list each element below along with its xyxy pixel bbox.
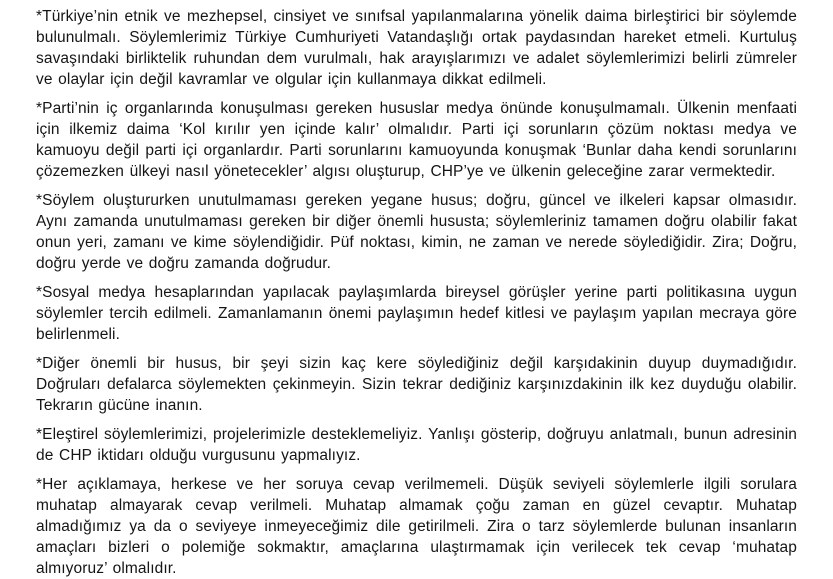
paragraph-discourse-principles: *Söylem oluştururken unutulmaması gereken yegane husus; doğru, güncel ve ilkeleri kapsar olmasıdır. Aynı zamanda unutulmaması gereken bir diğer önemli hususta; söylemleriniz tamamen doğru olabilir fakat onun yeri, zamanı ve kime söylendiğidir. Püf noktası, kimin, ne zaman ve nerede söylediğidir. Zira; Doğru, doğru yerde ve doğru zamanda doğrudur. <box>36 192 797 272</box>
paragraph-social-media: *Sosyal medya hesaplarından yapılacak paylaşımlarda bireysel görüşler yerine parti politikasına uygun söylemler tercih edilmeli. Zamanlamanın önemi paylaşımın hedef kitlesi ve paylaşım yapılan mecraya göre belirlenmeli. <box>36 284 797 343</box>
paragraph-not-responding: *Her açıklamaya, herkese ve her soruya cevap verilmemeli. Düşük seviyeli söylemlerle ilgili sorulara muhatap almayarak cevap verilmeli. Muhatap almamak çoğu zaman en güzel cevaptır. Muhatap almadığımız ya da o seviyeye inmeyeceğimiz dile getirilmeli. Zira o tarz söylemlerde bulunan insanların amaçları bizleri o polemiğe sokmaktır, amaçlarına ulaştırmamak için verilecek tek cevap ‘muhatap almıyoruz’ olmalıdır. <box>36 476 797 577</box>
paragraph-unifying-discourse: *Türkiye’nin etnik ve mezhepsel, cinsiyet ve sınıfsal yapılanmalarına yönelik daima birleştirici bir söylemde bulunulmalı. Söylemlerimiz Türkiye Cumhuriyeti Vatandaşlığı ortak paydasından hareket etmeli. Kurtuluş savaşındaki birliktelik ruhundan dem vurulmalı, hak arayışlarımızı ve adalet söylemlerimizi belirli zümreler ve olaylar için değil kavramlar ve olgular için kullanmaya dikkat edilmeli. <box>36 8 797 88</box>
paragraph-critical-discourse: *Eleştirel söylemlerimizi, projelerimizle desteklemeliyiz. Yanlışı gösterip, doğruyu anlatmalı, bunun adresinin de CHP iktidarı olduğu vurgusunu yapmalıyız. <box>36 426 797 464</box>
paragraph-repetition: *Diğer önemli bir husus, bir şeyi sizin kaç kere söylediğiniz değil karşıdakinin duyup duymadığıdır. Doğruları defalarca söylemekten çekinmeyin. Sizin tekrar dediğiniz karşınızdakinin ilk kez duyduğu olabilir. Tekrarın gücüne inanın. <box>36 355 797 414</box>
paragraph-internal-party-matters: *Parti’nin iç organlarında konuşulması gereken hususlar medya önünde konuşulmamalı. Ülkenin menfaati için ilkemiz daima ‘Kol kırılır yen içinde kalır’ olmalıdır. Parti içi sorunların çözüm noktası medya ve kamuoyu değil parti içi organlardır. Parti sorunlarını kamuoyunda konuşmak ‘Bunlar daha kendi sorunlarını çözemezken ülkeyi nasıl yönetecekler’ algısı oluşturup, CHP’ye ve ülkenin geleceğine zarar vermektedir. <box>36 100 797 180</box>
